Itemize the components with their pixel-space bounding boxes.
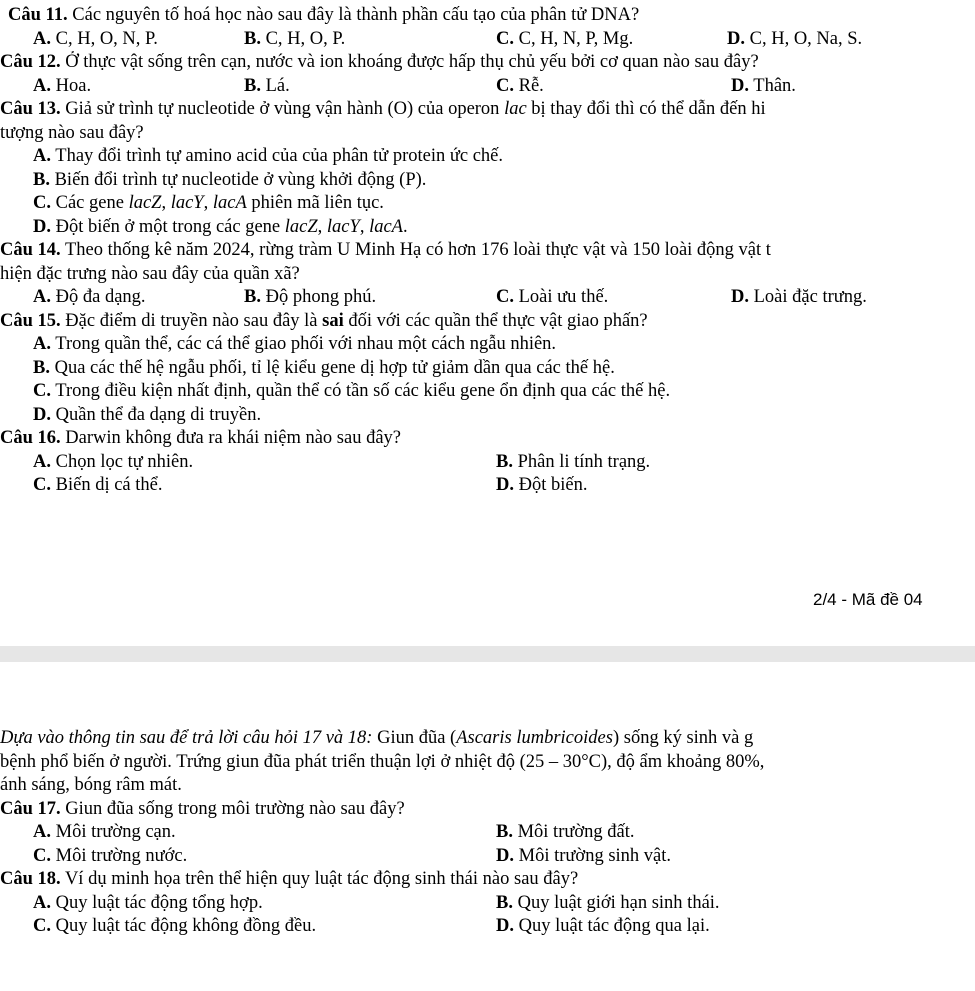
option-d: D. Môi trường sinh vật. (496, 845, 672, 866)
page-separator (0, 646, 975, 662)
option-d: D. C, H, O, Na, S. (727, 28, 863, 49)
question-text: Ví dụ minh họa trên thể hiện quy luật tác động sinh thái nào sau đây? (60, 869, 579, 889)
option-a: A. Môi trường cạn. (33, 822, 176, 842)
question-18-options-row-1 (0, 892, 975, 916)
question-14-continuation: hiện đặc trưng nào sau đây của quần xã? (0, 263, 300, 284)
option-c: C. Môi trường nước. (33, 845, 188, 866)
question-17 (0, 798, 975, 822)
question-14 (0, 239, 975, 263)
question-11-options (0, 28, 975, 52)
question-number: Câu 14. (0, 240, 61, 260)
option-a: A. Trong quần thể, các cá thể giao phối với nhau một cách ngẫu nhiên. (33, 334, 557, 354)
question-16-options-row-2 (0, 474, 975, 498)
option-b: B. Độ phong phú. (244, 287, 377, 307)
option-b: B. Quy luật giới hạn sinh thái. (496, 892, 720, 913)
option-d: D. Quần thể đa dạng di truyền. (33, 404, 262, 425)
question-13-continuation: tượng nào sau đây? (0, 122, 144, 143)
question-number: Câu 11. (8, 5, 68, 25)
exam-page-bottom (0, 727, 975, 939)
option-c: C. Loài ưu thế. (496, 287, 609, 307)
question-text: Theo thống kê năm 2024, rừng tràm U Minh Hạ có hơn 176 loài thực vật và 150 loài động vật t (60, 240, 771, 260)
passage-line-3: ánh sáng, bóng râm mát. (0, 775, 182, 795)
exam-page-top (0, 4, 975, 498)
option-c: C. Quy luật tác động không đồng đều. (33, 916, 317, 936)
question-text: Ở thực vật sống trên cạn, nước và ion khoáng được hấp thụ chủ yếu bởi cơ quan nào sau đây? (60, 52, 759, 72)
option-c: C. Các gene lacZ, lacY, lacA phiên mã liên tục. (33, 193, 384, 213)
question-text: Darwin không đưa ra khái niệm nào sau đây? (60, 428, 402, 448)
question-18 (0, 868, 975, 892)
question-13: Câu 13. Giả sử trình tự nucleotide ở vùng vận hành (O) của operon lac bị thay đổi thì có thể dẫn đến hi (0, 99, 766, 119)
question-17-options-row-2 (0, 845, 975, 869)
option-a: A. Quy luật tác động tổng hợp. (33, 892, 263, 913)
question-12-options (0, 75, 975, 99)
option-b: B. Môi trường đất. (496, 822, 635, 842)
option-a: A. Chọn lọc tự nhiên. (33, 451, 194, 472)
option-b: B. Phân li tính trạng. (496, 451, 651, 472)
question-text: Giun đũa sống trong môi trường nào sau đây? (60, 798, 405, 819)
option-c: C. Biến dị cá thể. (33, 475, 163, 495)
question-11 (0, 4, 975, 28)
option-d: D. Đột biến. (496, 475, 588, 495)
question-number: Câu 18. (0, 869, 61, 889)
option-b: B. C, H, O, P. (244, 28, 346, 49)
question-number: Câu 17. (0, 798, 61, 819)
option-d: D. Thân. (731, 75, 796, 96)
option-d: D. Loài đặc trưng. (731, 287, 867, 307)
question-17-options-row-1 (0, 821, 975, 845)
question-14-options (0, 286, 975, 310)
passage-line-2: bệnh phổ biến ở người. Trứng giun đũa phát triển thuận lợi ở nhiệt độ (25 – 30°C), độ ẩm khoảng 80%, (0, 751, 765, 772)
question-12 (0, 51, 975, 75)
option-d: D. Quy luật tác động qua lại. (496, 916, 710, 936)
option-d: D. Đột biến ở một trong các gene lacZ, lacY, lacA. (33, 216, 408, 237)
question-number: Câu 13. (0, 99, 61, 119)
option-b: B. Lá. (244, 75, 290, 96)
option-b: B. Biến đổi trình tự nucleotide ở vùng khởi động (P). (33, 169, 427, 190)
option-c: C. C, H, N, P, Mg. (496, 28, 634, 49)
option-c: C. Rễ. (496, 75, 544, 96)
option-b: B. Qua các thế hệ ngẫu phối, tỉ lệ kiểu gene dị hợp tử giảm dần qua các thế hệ. (33, 357, 615, 378)
question-number: Câu 12. (0, 52, 61, 72)
option-a: A. Thay đổi trình tự amino acid của của phân tử protein ức chế. (33, 146, 504, 166)
question-number: Câu 15. (0, 310, 61, 331)
option-a: A. Hoa. (33, 75, 92, 96)
question-number: Câu 16. (0, 428, 61, 448)
passage-intro: Dựa vào thông tin sau để trả lời câu hỏi 17 và 18: Giun đũa (Ascaris lumbricoides) sống ký sinh và g (0, 728, 754, 748)
question-15: Câu 15. Đặc điểm di truyền nào sau đây là sai đối với các quần thể thực vật giao phấn? (0, 310, 648, 331)
question-16-options-row-1 (0, 451, 975, 475)
option-a: A. Độ đa dạng. (33, 287, 146, 307)
question-text: Các nguyên tố hoá học nào sau đây là thành phần cấu tạo của phân tử DNA? (67, 5, 640, 25)
option-c: C. Trong điều kiện nhất định, quần thể có tần số các kiểu gene ổn định qua các thế hệ. (33, 381, 671, 401)
option-a: A. C, H, O, N, P. (33, 28, 158, 49)
question-18-options-row-2 (0, 915, 975, 939)
question-16 (0, 427, 975, 451)
page-footer: 2/4 - Mã đề 04 (813, 590, 923, 609)
